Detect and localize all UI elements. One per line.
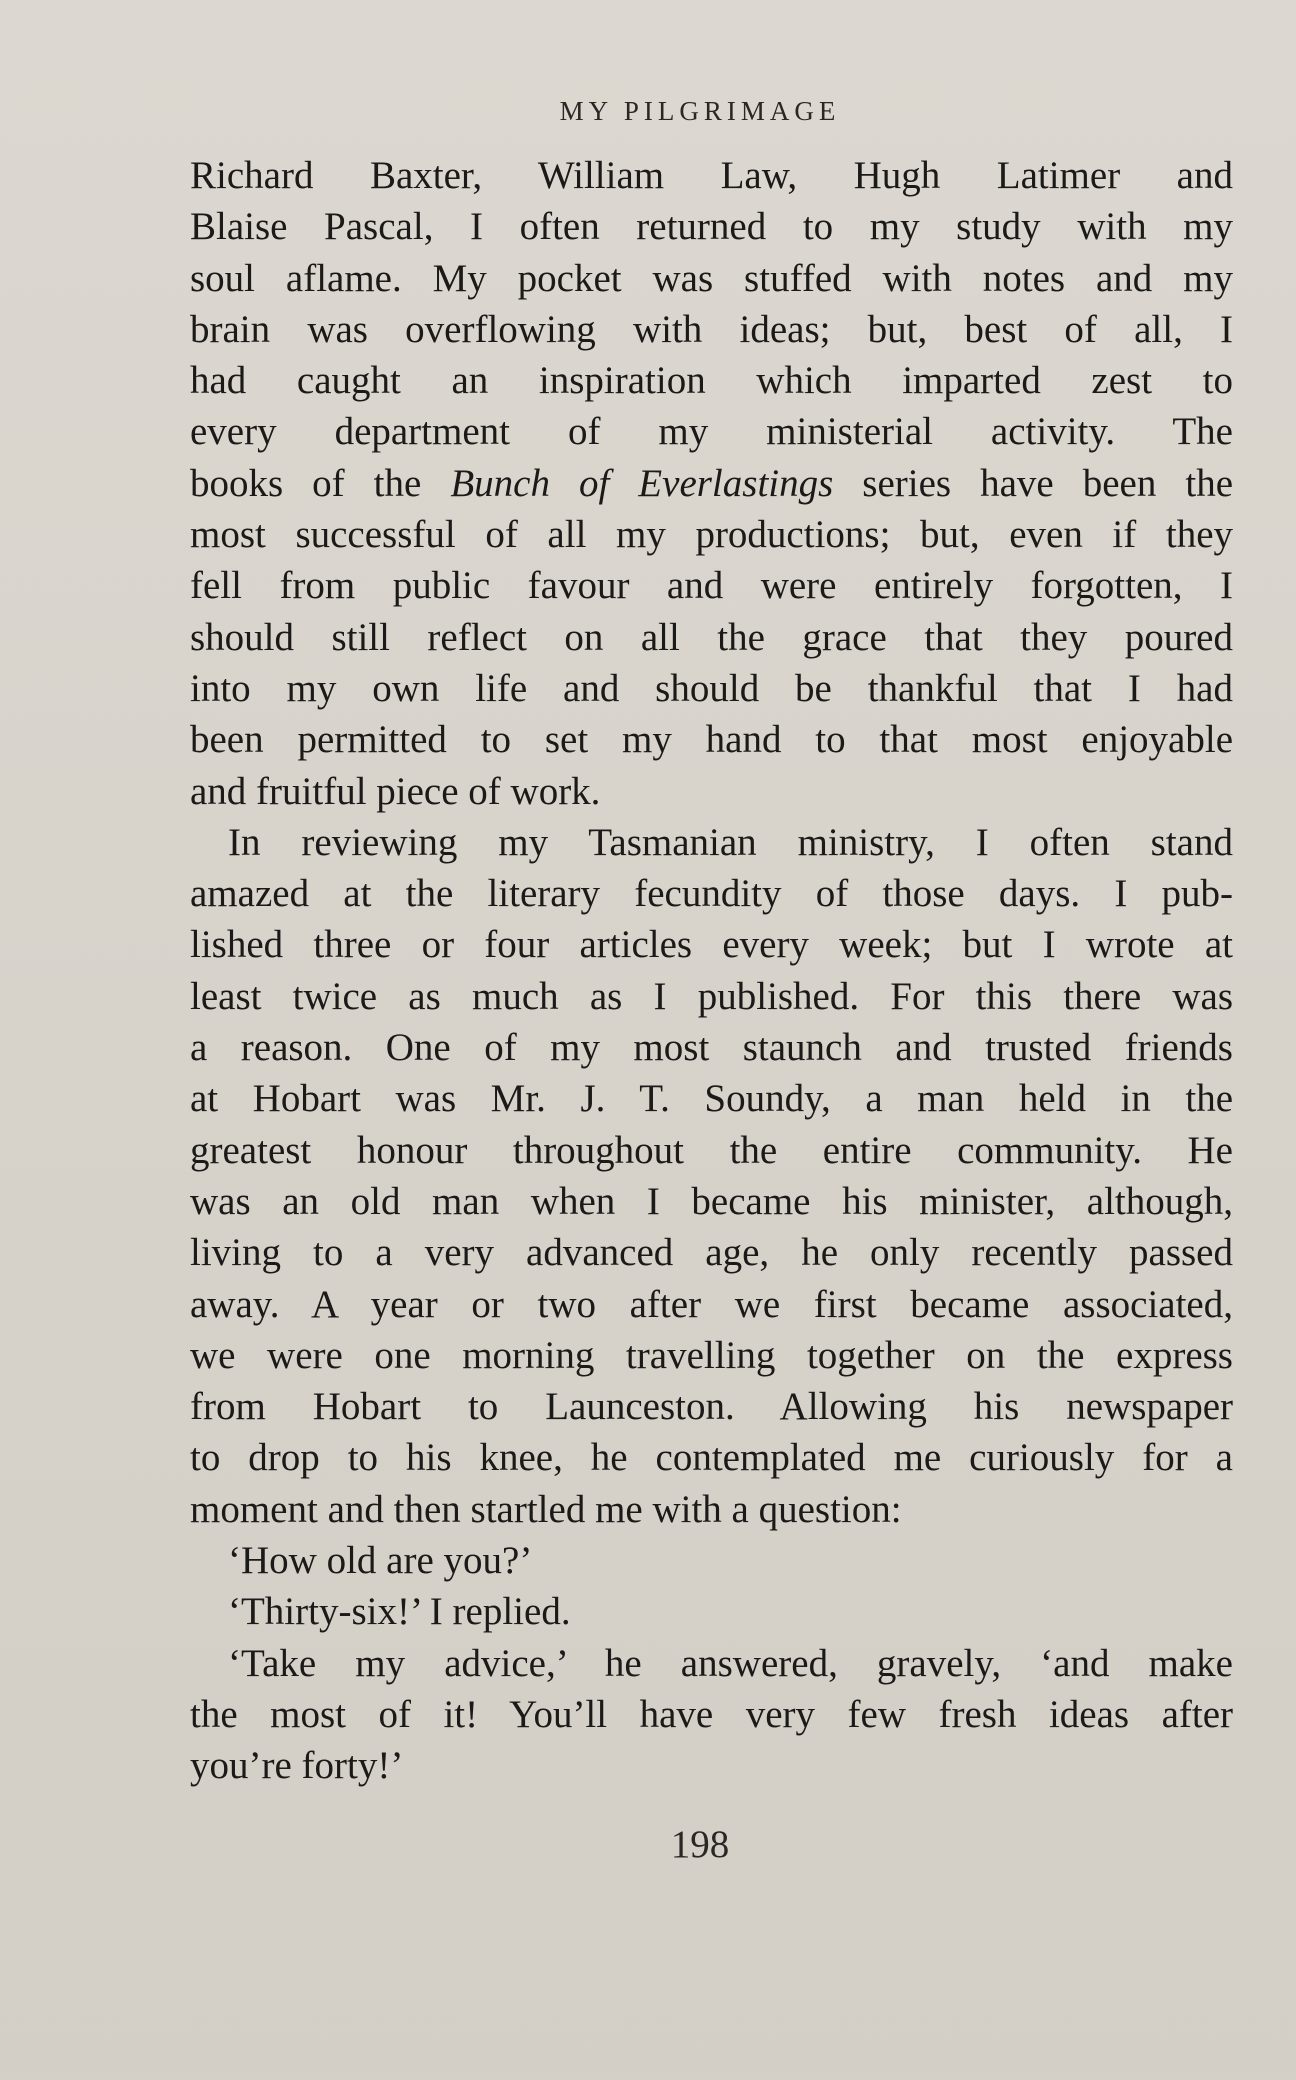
text-line: and fruitful piece of work.: [190, 769, 601, 813]
text-line: at Hobart was Mr. J. T. Soundy, a man held in the: [190, 1077, 1233, 1121]
text-line: was an old man when I became his minister, although,: [190, 1179, 1233, 1223]
body-text: [190, 150, 1233, 1792]
text-line: away. A year or two after we first became associated,: [190, 1282, 1233, 1326]
text-line: Richard Baxter, William Law, Hugh Latimer and: [190, 154, 1233, 197]
text-line: to drop to his knee, he contemplated me curiously for a: [190, 1436, 1233, 1480]
text-line: ‘Thirty-six!’ I replied.: [228, 1590, 571, 1634]
text-line: lished three or four articles every week; but I wrote at: [190, 923, 1233, 967]
page-number-text: 198: [670, 1823, 730, 1866]
text-run: series have been the: [833, 461, 1234, 505]
text-line: the most of it! You’ll have very few fresh ideas after: [190, 1692, 1233, 1736]
text-line: ‘Take my advice,’ he answered, gravely, ‘and make: [228, 1641, 1233, 1685]
text-line: living to a very advanced age, he only recently passed: [190, 1231, 1233, 1275]
text-line: most successful of all my productions; but, even if they: [190, 513, 1233, 557]
text-run: books of the: [190, 461, 451, 505]
text-line: should still reflect on all the grace that they poured: [190, 615, 1233, 659]
text-line: In reviewing my Tasmanian ministry, I often stand: [228, 820, 1233, 864]
book-series-title: Bunch of Everlastings: [450, 461, 834, 505]
text-line: amazed at the literary fecundity of those days. I pub-: [190, 872, 1233, 916]
text-line: been permitted to set my hand to that most enjoyable: [190, 718, 1233, 762]
text-line: a reason. One of my most staunch and trusted friends: [190, 1026, 1233, 1070]
text-line: you’re forty!’: [190, 1744, 404, 1788]
text-line: ‘How old are you?’: [228, 1539, 533, 1583]
page-number: [0, 1822, 1296, 1867]
text-line: had caught an inspiration which imparted zest to: [190, 359, 1233, 403]
text-line: from Hobart to Launceston. Allowing his newspaper: [190, 1385, 1233, 1429]
running-head: [0, 96, 1296, 127]
text-line: soul aflame. My pocket was stuffed with notes and my: [190, 256, 1233, 300]
text-line: into my own life and should be thankful that I had: [190, 666, 1233, 710]
text-line: every department of my ministerial activity. The: [190, 410, 1233, 454]
text-line: least twice as much as I published. For this there was: [190, 974, 1233, 1018]
text-line: moment and then startled me with a question:: [190, 1487, 902, 1531]
text-line: greatest honour throughout the entire community. He: [190, 1128, 1233, 1172]
text-line: [190, 458, 1233, 509]
text-line: fell from public favour and were entirely forgotten, I: [190, 564, 1233, 608]
running-head-text: MY PILGRIMAGE: [559, 96, 841, 126]
text-line: Blaise Pascal, I often returned to my study with my: [190, 205, 1233, 249]
text-line: we were one morning travelling together on the express: [190, 1333, 1233, 1377]
text-line: brain was overflowing with ideas; but, best of all, I: [190, 307, 1233, 351]
